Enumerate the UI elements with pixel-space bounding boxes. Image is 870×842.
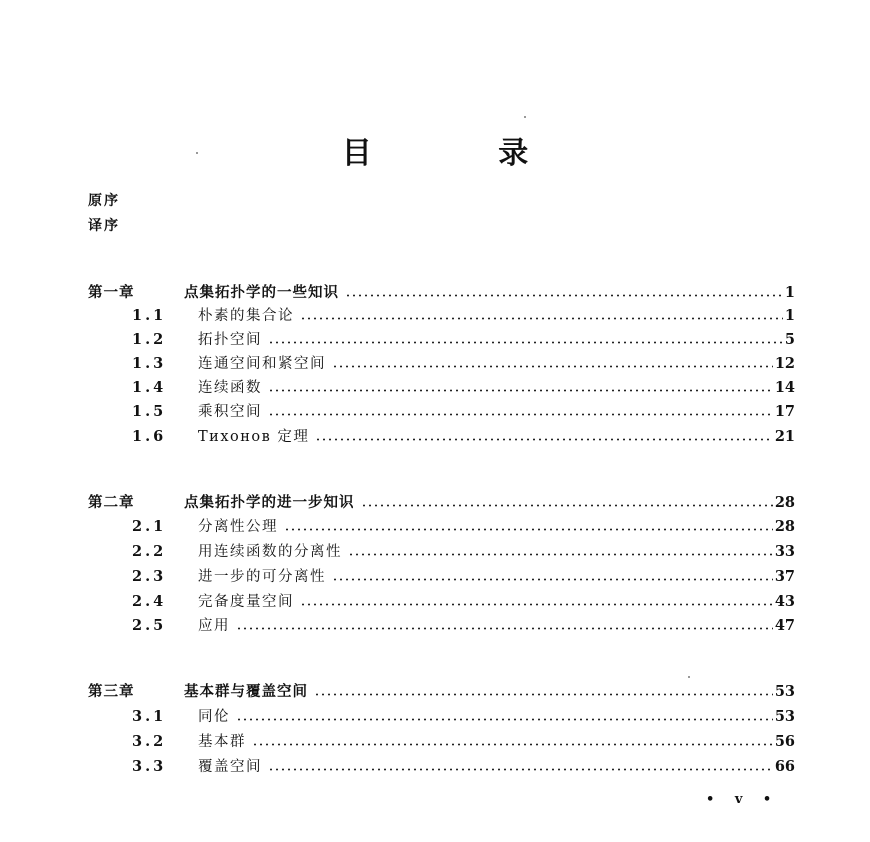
section-number: 3.3 (132, 758, 167, 775)
section-title: 分离性公理 (198, 519, 278, 535)
section-page: 5 (784, 331, 795, 348)
section-number: 3.1 (132, 708, 167, 725)
page-number-footer: • v • (706, 792, 780, 807)
dot-leader (268, 768, 773, 771)
toc-section-1-6[interactable] (132, 425, 795, 449)
toc-chapter-3[interactable] (88, 680, 795, 704)
section-number: 1.4 (132, 379, 167, 396)
toc-section-1-2[interactable] (132, 328, 795, 352)
section-number: 1.1 (132, 307, 167, 324)
section-title: 应用 (198, 618, 230, 634)
chapter-page: 28 (774, 494, 795, 511)
dot-leader (268, 389, 773, 392)
section-page: 14 (774, 379, 795, 396)
section-number: 1.3 (132, 355, 167, 372)
section-page: 56 (774, 733, 795, 750)
chapter-number: 第三章 (88, 683, 135, 700)
section-title: 朴素的集合论 (198, 308, 294, 324)
toc-section-1-4[interactable] (132, 376, 795, 400)
section-page: 28 (774, 518, 795, 535)
chapter-page: 53 (774, 683, 795, 700)
dot-leader (332, 365, 773, 368)
section-page: 21 (774, 428, 795, 445)
section-title: 基本群 (198, 734, 246, 750)
dot-leader (345, 294, 783, 297)
toc-section-1-3[interactable] (132, 352, 795, 376)
chapter-title: 点集拓扑学的进一步知识 (184, 494, 355, 511)
dot-leader (314, 693, 773, 696)
section-title: 进一步的可分离性 (198, 569, 326, 585)
section-number: 2.4 (132, 593, 167, 610)
dot-leader (284, 528, 773, 531)
section-title: 用连续函数的分离性 (198, 544, 342, 560)
chapter-page: 1 (784, 284, 795, 301)
dot-leader (268, 413, 773, 416)
section-number: 1.6 (132, 428, 167, 445)
chapter-title: 基本群与覆盖空间 (184, 683, 308, 700)
preface-translator[interactable]: 译序 (88, 218, 120, 234)
section-title: 同伦 (198, 709, 230, 725)
chapter-number: 第一章 (88, 284, 135, 301)
toc-section-3-2[interactable] (132, 730, 795, 754)
dot-leader (348, 553, 773, 556)
section-page: 1 (784, 307, 795, 324)
section-title: 完备度量空间 (198, 594, 294, 610)
chapter-number: 第二章 (88, 494, 135, 511)
dot-leader (332, 578, 773, 581)
section-number: 2.3 (132, 568, 167, 585)
section-page: 53 (774, 708, 795, 725)
dot-leader (300, 317, 783, 320)
toc-section-1-5[interactable] (132, 400, 795, 424)
scan-speck (688, 676, 690, 678)
section-page: 43 (774, 593, 795, 610)
section-title: Тихонов 定理 (198, 429, 310, 445)
section-title: 连通空间和紧空间 (198, 356, 326, 372)
dot-leader (268, 341, 783, 344)
section-page: 37 (774, 568, 795, 585)
section-number: 2.2 (132, 543, 167, 560)
toc-section-3-1[interactable] (132, 705, 795, 729)
section-page: 17 (774, 403, 795, 420)
section-number: 1.5 (132, 403, 167, 420)
toc-section-2-4[interactable] (132, 590, 795, 614)
toc-section-3-3[interactable] (132, 755, 795, 779)
section-page: 47 (774, 617, 795, 634)
scan-speck (524, 116, 526, 118)
section-title: 连续函数 (198, 380, 262, 396)
toc-section-2-1[interactable] (132, 515, 795, 539)
preface-original[interactable]: 原序 (88, 193, 120, 209)
toc-section-2-3[interactable] (132, 565, 795, 589)
section-number: 2.1 (132, 518, 167, 535)
toc-section-2-5[interactable] (132, 614, 795, 638)
section-page: 66 (774, 758, 795, 775)
section-number: 3.2 (132, 733, 167, 750)
dot-leader (361, 504, 773, 507)
dot-leader (236, 627, 773, 630)
page-title: 目 录 (341, 136, 587, 171)
dot-leader (315, 438, 772, 441)
toc-section-1-1[interactable] (132, 304, 795, 328)
section-page: 12 (774, 355, 795, 372)
scan-speck (196, 152, 198, 154)
section-page: 33 (774, 543, 795, 560)
dot-leader (300, 603, 773, 606)
dot-leader (252, 743, 773, 746)
toc-section-2-2[interactable] (132, 540, 795, 564)
dot-leader (236, 718, 773, 721)
section-title: 覆盖空间 (198, 759, 262, 775)
toc-chapter-2[interactable] (88, 491, 795, 515)
section-number: 1.2 (132, 331, 167, 348)
toc-chapter-1[interactable] (88, 281, 795, 305)
section-number: 2.5 (132, 617, 167, 634)
chapter-title: 点集拓扑学的一些知识 (184, 284, 339, 301)
section-title: 拓扑空间 (198, 332, 262, 348)
section-title: 乘积空间 (198, 404, 262, 420)
